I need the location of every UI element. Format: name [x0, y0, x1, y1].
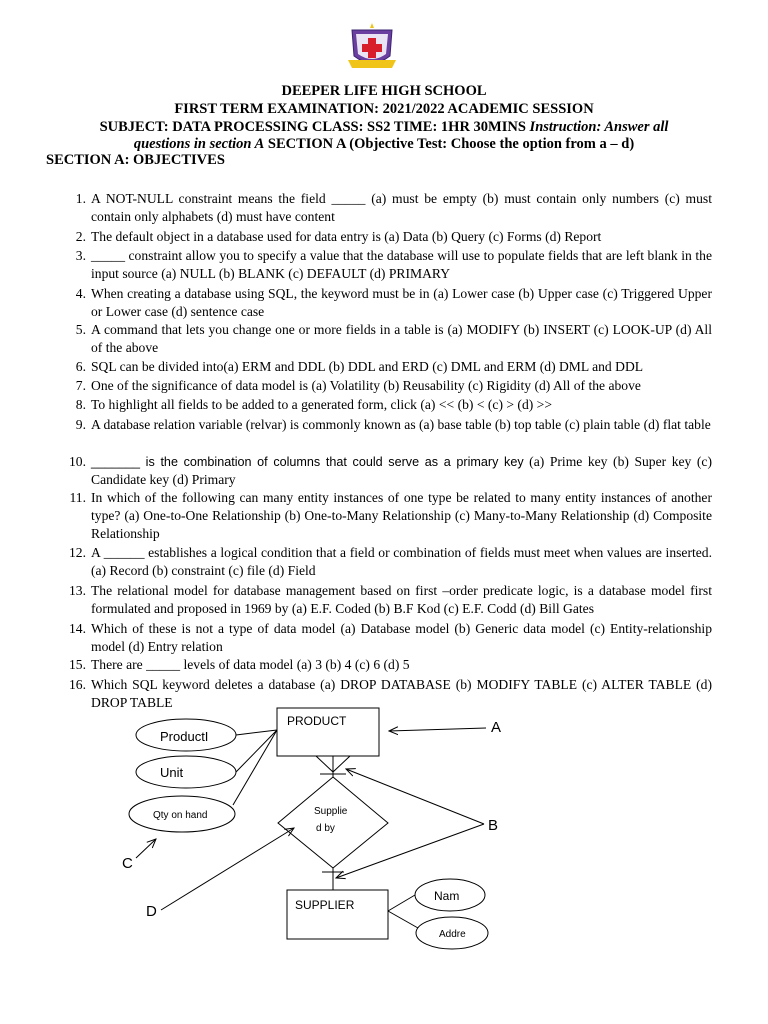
- product-entity-label: PRODUCT: [287, 714, 347, 728]
- supplier-entity-label: SUPPLIER: [295, 898, 355, 912]
- question-5: 5. A command that lets you change one or more fields in a table is (a) MODIFY (b) INSERT (c) LOOK-UP (d) All of the above: [75, 322, 712, 355]
- exam-title: FIRST TERM EXAMINATION: 2021/2022 ACADEMIC SESSION: [174, 101, 594, 117]
- question-10-options: (a) Prime key (b) Super key (c) Candidate key (d) Primary: [91, 454, 712, 487]
- question-4: 4. When creating a database using SQL, the keyword must be in (a) Lower case (b) Upper case (c) Triggered Upper or Lower case (d) sentence case: [75, 286, 712, 319]
- question-6: 6. SQL can be divided into(a) ERM and DDL (b) DDL and ERD (c) DML and ERM (d) DML and DDL: [75, 359, 644, 374]
- question-13: 13. The relational model for database management based on first –order predicate logic, is a database model first formulated and proposed in 1969 by (a) E.F. Coded (b) B.F Kod (c) E.F. Codd (d) Bill Gates: [69, 583, 712, 616]
- attr-address-label: Addre: [439, 929, 466, 940]
- pointer-label-c: C: [122, 855, 133, 872]
- attr-qty-label: Qty on hand: [153, 810, 208, 821]
- attr-name-label: Nam: [434, 889, 460, 903]
- attr-unit-label: Unit: [160, 765, 184, 780]
- section-title: SECTION A: OBJECTIVES: [46, 152, 225, 168]
- er-diagram: [0, 690, 768, 960]
- subject-class-time: SUBJECT: DATA PROCESSING CLASS: SS2 TIME: 1HR 30MINS: [99, 119, 526, 135]
- question-11: 11. In which of the following can many entity instances of one type be related to many entity instances of another type? (a) One-to-One Relationship (b) One-to-Many Relationship (c) Many-to-Many Relationship (d) Composite Relationship: [69, 490, 712, 541]
- question-2: 2. The default object in a database used for data entry is (a) Data (b) Query (c) Forms (d) Report: [75, 229, 602, 244]
- question-10: 10. _______ is the combination of columns that could serve as a primary key (a) Prime key (b) Super key (c) Candidate key (d) Primary: [69, 454, 712, 487]
- instruction-continued: questions in section A: [133, 136, 265, 152]
- question-10-stem: _______ is the combination of columns that could serve as a primary key: [91, 455, 524, 469]
- section-a-note: SECTION A (Objective Test: Choose the option from a – d): [267, 136, 635, 152]
- question-9: 9. A database relation variable (relvar) is commonly known as (a) base table (b) top table (c) plain table (d) flat table: [75, 417, 711, 432]
- instruction-line: [0, 135, 768, 153]
- question-15: 15. There are _____ levels of data model (a) 3 (b) 4 (c) 6 (d) 5: [69, 657, 410, 672]
- relationship-label-1: Supplie: [314, 806, 348, 817]
- school-logo: [346, 22, 398, 72]
- school-name: DEEPER LIFE HIGH SCHOOL: [281, 83, 487, 99]
- relationship-label-2: d by: [316, 823, 335, 834]
- question-7: 7. One of the significance of data model is (a) Volatility (b) Reusability (c) Rigidity (d) All of the above: [75, 378, 641, 393]
- instruction-text: Instruction: Answer all: [529, 119, 669, 135]
- question-8: 8. To highlight all fields to be added to a generated form, click (a) << (b) < (c) > (d) >>: [75, 397, 553, 412]
- question-14: 14. Which of these is not a type of data model (a) Database model (b) Generic data model (c) Entity-relationship model (d) Entry relation: [69, 621, 712, 654]
- question-16: 16. Which SQL keyword deletes a database (a) DROP DATABASE (b) MODIFY TABLE (c) ALTER TABLE (d) DROP TABLE: [69, 677, 712, 710]
- pointer-label-d: D: [146, 903, 157, 920]
- attr-product-label: ProductI: [160, 729, 209, 744]
- subject-line: [0, 118, 768, 136]
- pointer-label-b: B: [488, 817, 499, 834]
- question-3: 3. _____ constraint allow you to specify a value that the database will use to populate fields that are left blank in the input source (a) NULL (b) BLANK (c) DEFAULT (d) PRIMARY: [75, 248, 712, 281]
- pointer-label-a: A: [491, 719, 502, 736]
- attr-unit-ellipse: [136, 756, 236, 788]
- question-12: 12. A ______ establishes a logical condition that a field or combination of fields must meet when values are inserted. (a) Record (b) constraint (c) file (d) Field: [69, 545, 712, 578]
- question-1: 1. A NOT-NULL constraint means the field _____ (a) must be empty (b) must contain only numbers (c) must contain only alphabets (d) must have content: [75, 191, 712, 224]
